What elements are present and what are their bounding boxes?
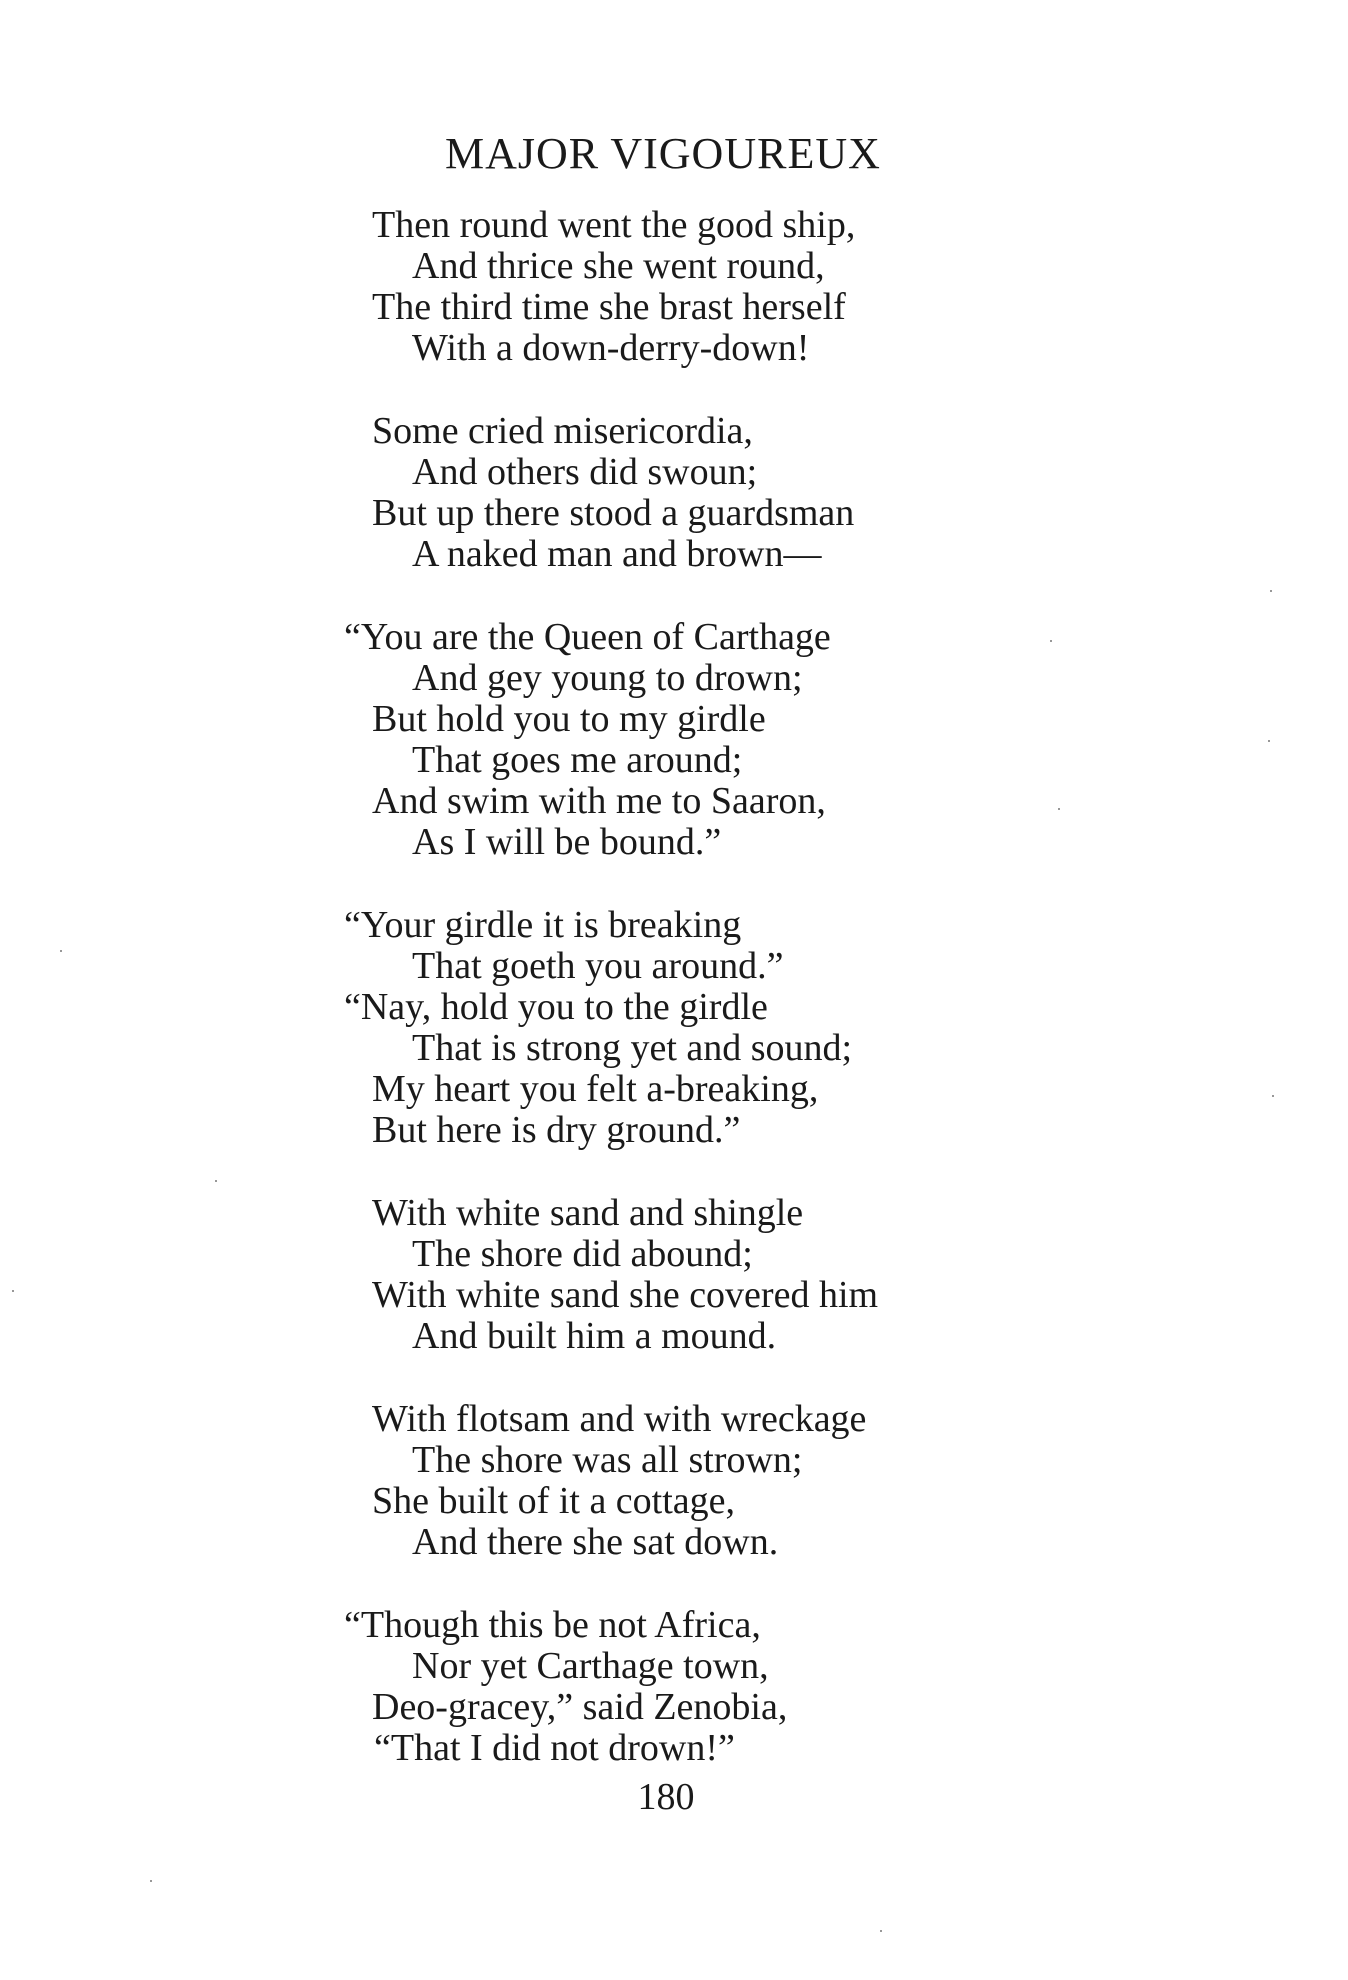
poem-line: But hold you to my girdle [372,698,766,740]
poem-line: But here is dry ground.” [372,1109,741,1151]
poem-line: With a down-derry-down! [412,327,810,369]
poem-line: But up there stood a guardsman [372,492,855,534]
scan-speck [880,1930,882,1932]
stanza [0,1193,1348,1357]
poem-line: With flotsam and with wreckage [372,1398,867,1440]
scan-speck [1268,740,1270,742]
poem-line: “You are the Queen of Carthage [344,616,831,658]
poem-line: “Your girdle it is breaking [344,904,742,946]
poem-line: With white sand and shingle [372,1192,804,1234]
poem-line: That goes me around; [412,739,743,781]
poem-line: “That I did not drown!” [374,1727,735,1769]
scan-speck [1058,808,1060,810]
poem-line: Deo-gracey,” said Zenobia, [372,1686,788,1728]
scan-speck [215,1180,217,1182]
page-number [0,1778,1348,1816]
poem-line: And swim with me to Saaron, [372,780,826,822]
poem-line: A naked man and brown— [412,533,822,575]
poem-line: As I will be bound.” [412,821,722,863]
poem [0,205,1348,1811]
stanza [0,905,1348,1151]
scan-speck [1050,640,1052,642]
stanza [0,617,1348,863]
poem-line: And thrice she went round, [412,245,825,287]
poem-line: The shore was all strown; [412,1439,803,1481]
poem-line: And there she sat down. [412,1521,779,1563]
poem-line: Nor yet Carthage town, [412,1645,769,1687]
page-number-text: 180 [637,1776,695,1818]
poem-line: My heart you felt a-breaking, [372,1068,819,1110]
stanza [0,1605,1348,1769]
poem-line: That is strong yet and sound; [412,1027,853,1069]
scan-speck [1270,590,1272,592]
poem-line: And others did swoun; [412,451,758,493]
poem-line: The third time she brast herself [372,286,846,328]
poem-line: “Nay, hold you to the girdle [344,986,768,1028]
stanza [0,1399,1348,1563]
scan-speck [60,950,62,952]
poem-line: And gey young to drown; [412,657,803,699]
stanza [0,411,1348,575]
stanza [0,205,1348,369]
poem-line: Then round went the good ship, [372,204,856,246]
scan-speck [150,1880,152,1882]
poem-line: Some cried misericordia, [372,410,753,452]
poem-line: With white sand she covered him [372,1274,879,1316]
poem-line: “Though this be not Africa, [344,1604,761,1646]
poem-line: She built of it a cottage, [372,1480,736,1522]
scan-speck [12,1290,14,1292]
running-head: MAJOR VIGOUREUX [445,129,881,178]
poem-line: The shore did abound; [412,1233,753,1275]
scan-speck [1272,1095,1274,1097]
poem-line: That goeth you around.” [412,945,784,987]
poem-line: And built him a mound. [412,1315,777,1357]
